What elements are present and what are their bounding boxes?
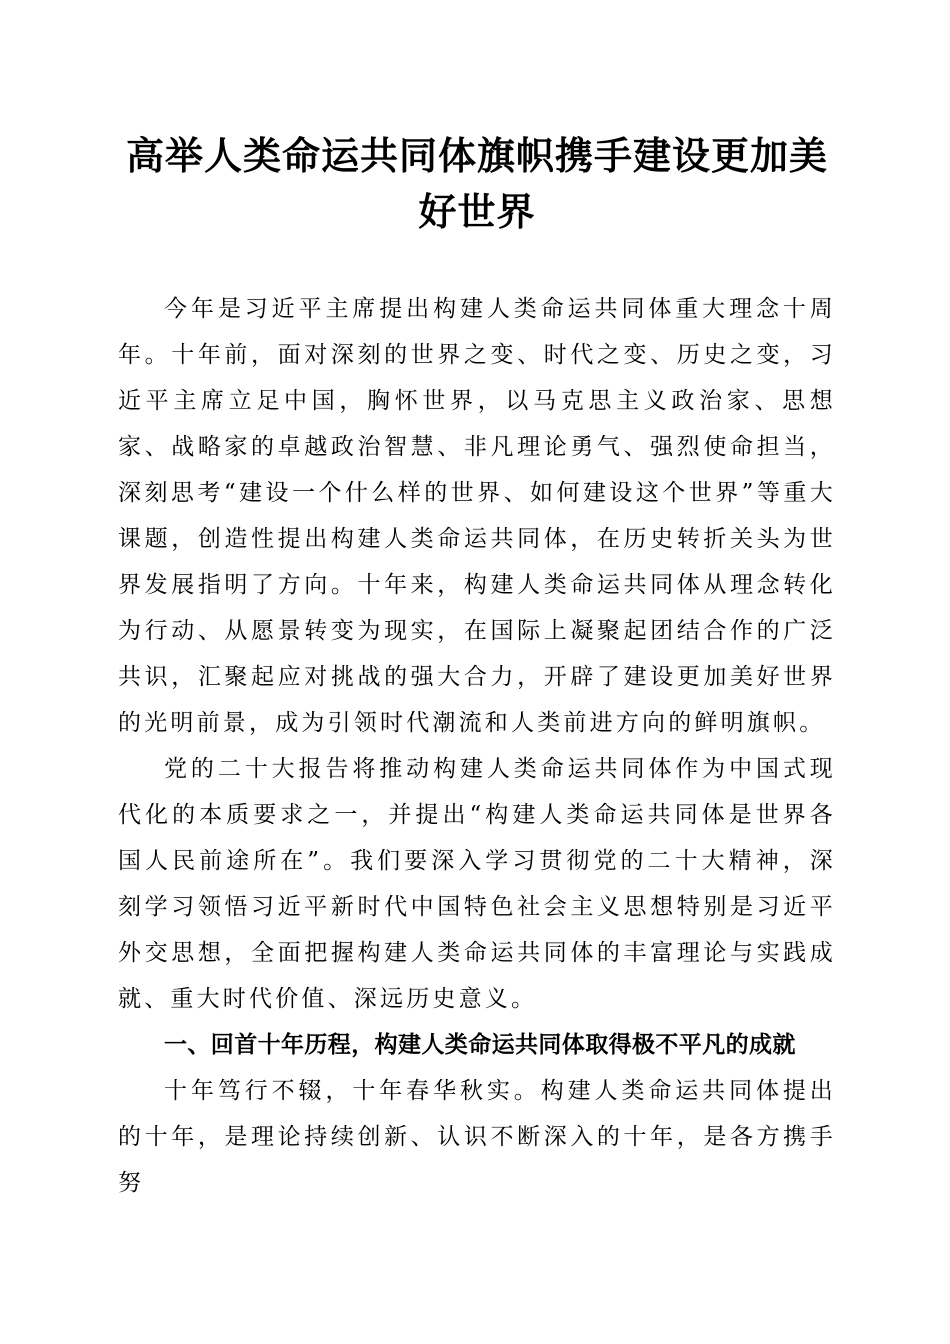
paragraph-report: 党的二十大报告将推动构建人类命运共同体作为中国式现代化的本质要求之一，并提出“构建人类命运共同体是世界各国人民前途所在”。我们要深入学习贯彻党的二十大精神，深刻学习领悟习近平新时代中国特色社会主义思想特别是习近平外交思想，全面把握构建人类命运共同体的丰富理论与实践成就、重大时代价值、深远历史意义。 xyxy=(118,756,836,1012)
document-page xyxy=(118,128,836,1206)
section-heading: 一、回首十年历程，构建人类命运共同体取得极不平凡的成就 xyxy=(164,1032,796,1058)
document-title: 高举人类命运共同体旗帜携手建设更加美好世界 xyxy=(125,133,828,234)
paragraph-section-one: 十年笃行不辍，十年春华秋实。构建人类命运共同体提出的十年，是理论持续创新、认识不断深入的十年，是各方携手努 xyxy=(118,1078,836,1196)
paragraph-intro: 今年是习近平主席提出构建人类命运共同体重大理念十周年。十年前，面对深刻的世界之变、时代之变、历史之变，习近平主席立足中国，胸怀世界，以马克思主义政治家、思想家、战略家的卓越政治智慧、非凡理论勇气、强烈使命担当，深刻思考“建设一个什么样的世界、如何建设这个世界”等重大课题，创造性提出构建人类命运共同体，在历史转折关头为世界发展指明了方向。十年来，构建人类命运共同体从理念转化为行动、从愿景转变为现实，在国际上凝聚起团结合作的广泛共识，汇聚起应对挑战的强大合力，开辟了建设更加美好世界的光明前景，成为引领时代潮流和人类前进方向的鲜明旗帜。 xyxy=(118,296,836,736)
